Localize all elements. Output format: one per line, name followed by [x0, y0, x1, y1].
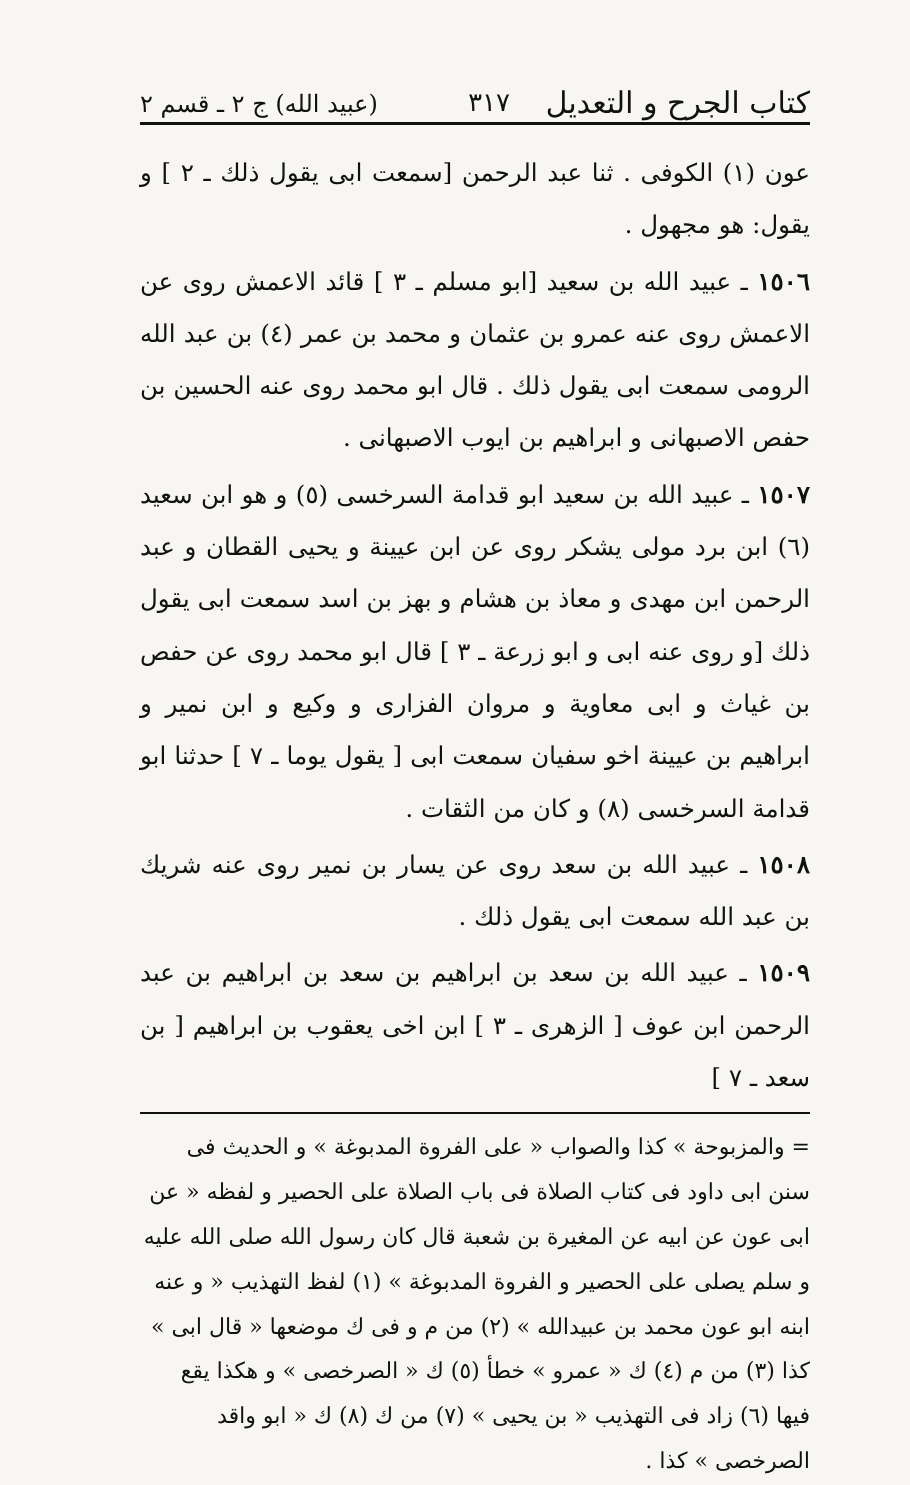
entry-1506 [140, 256, 810, 465]
footnote-divider [140, 1112, 810, 1114]
entry-1507 [140, 469, 810, 835]
entry-number: ١٥٠٩ [757, 958, 810, 988]
entry-1509 [140, 947, 810, 1104]
entry-text: ـ عبيد الله بن سعد روى عن يسار بن نمير روى عنه شريك بن عبد الله سمعت ابى يقول ذلك . [140, 849, 810, 932]
main-text [140, 147, 810, 1104]
entry-number: ١٥٠٨ [757, 849, 810, 879]
entry-text: ـ عبيد الله بن سعد بن ابراهيم بن سعد بن ابراهيم بن عبد الرحمن ابن عوف [ الزهرى ـ ٣ ] ابن اخى يعقوب بن ابراهيم [ بن سعد ـ ٧ ] [140, 958, 810, 1093]
intro-paragraph: عون (١) الكوفى . ثنا عبد الرحمن [سمعت ابى يقول ذلك ـ ٢ ] و يقول: هو مجهول . [140, 158, 810, 240]
document-page [140, 80, 810, 1485]
entry-1508 [140, 839, 810, 944]
page-header [140, 80, 810, 125]
page-number: ٣١٧ [468, 88, 510, 118]
book-title: كتاب الجرح و التعديل [545, 86, 810, 121]
entry-text: ـ عبيد الله بن سعيد ابو قدامة السرخسى (٥) و هو ابن سعيد (٦) ابن برد مولى يشكر روى عن ابن عيينة و يحيى القطان و عبد الرحمن ابن مهدى و معاذ بن هشام و بهز بن اسد سمعت ابى يقول ذلك [و روى عنه ابى و ابو زرعة ـ ٣ ] قال ابو محمد روى عن حفص بن غياث و ابى معاوية و مروان الفزارى و وكيع و ابن نمير و ابراهيم بن عيينة اخو سفيان سمعت ابى [ يقول يوما ـ ٧ ] حدثنا ابو قدامة السرخسى (٨) و كان من الثقات . [140, 479, 810, 823]
entry-text: ـ عبيد الله بن سعيد [ابو مسلم ـ ٣ ] قائد الاعمش روى عن الاعمش روى عنه عمرو بن عثمان و محمد بن عمر (٤) بن عبد الله الرومى سمعت ابى يقول ذلك . قال ابو محمد روى عنه الحسين بن حفص الاصبهانى و ابراهيم بن ايوب الاصبهانى . [140, 266, 811, 453]
footnote-text: = والمزبوحة » كذا والصواب « على الفروة المدبوغة » و الحديث فى سنن ابى داود فى كتاب الصلاة فى باب الصلاة على الحصير و لفظه « عن ابى عون عن ابيه عن المغيرة بن شعبة قال كان رسول الله صلى الله عليه و سلم يصلى على الحصير و الفروة المدبوغة » (١) لفظ التهذيب « و عنه ابنه ابو عون محمد بن عبيدالله » (٢) من م و فى ك موضعها « قال ابى » كذا (٣) من م (٤) ك « عمرو » خطأ (٥) ك « الصرخصى » و هكذا يقع فيها (٦) زاد فى التهذيب « بن يحيى » (٧) من ك (٨) ك « ابو واقد الصرخصى » كذا . [143, 1135, 810, 1474]
footnotes [140, 1126, 810, 1484]
section-label: (عبيد الله) ج ٢ ـ قسم ٢ [140, 90, 378, 118]
entry-number: ١٥٠٧ [757, 479, 810, 509]
entry-number: ١٥٠٦ [757, 266, 810, 296]
